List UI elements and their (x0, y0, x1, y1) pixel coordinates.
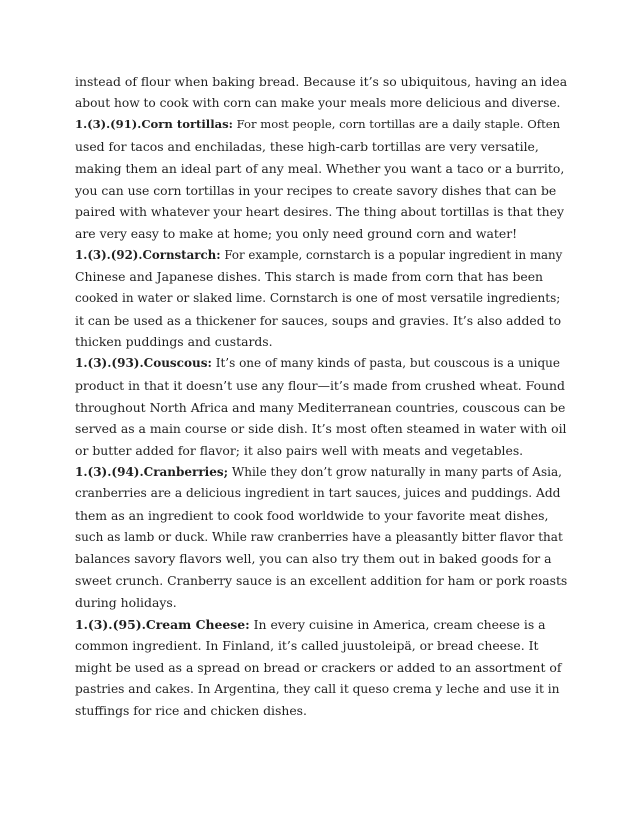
body-line: served as a main course or side dish. It’s most often steamed in water with oil (75, 421, 567, 437)
body-line: Chinese and Japanese dishes. This starch is made from corn that has been (75, 269, 544, 285)
entry-text: For most people, corn tortillas are a daily staple. Often (232, 117, 561, 132)
body-line: such as lamb or duck. While raw cranberries have a pleasantly bitter flavor that (75, 529, 563, 544)
entry-text: While they don’t grow naturally in many parts of Asia, (228, 464, 562, 479)
entry-corn-tortillas-first-line (75, 114, 567, 136)
entry-heading: 1.(3).(94).Cranberries; (75, 464, 229, 479)
body-line: might be used as a spread on bread or crackers or added to an assortment of (75, 659, 562, 675)
body-line: or butter added for flavor; it also pairs well with meats and vegetables. (75, 442, 524, 458)
entry-heading: 1.(3).(92).Cornstarch: (75, 247, 221, 262)
entry-heading: 1.(3).(91).Corn tortillas: (75, 117, 233, 132)
entry-cranberries-first-line (75, 462, 567, 484)
body-line: used for tacos and enchiladas, these high-carb tortillas are very versatile, (75, 139, 539, 155)
body-line: you can use corn tortillas in your recipes to create savory dishes that can be (75, 182, 557, 198)
body-line: during holidays. (75, 594, 177, 610)
body-line: paired with whatever your heart desires. The thing about tortillas is that they (75, 204, 564, 220)
intro-line-2: about how to cook with corn can make your meals more delicious and diverse. (75, 95, 561, 110)
body-line: pastries and cakes. In Argentina, they call it queso crema y leche and use it in (75, 681, 560, 696)
body-line: common ingredient. In Finland, it’s called juustoleipä, or bread cheese. It (75, 638, 539, 654)
body-line: cooked in water or slaked lime. Cornstarch is one of most versatile ingredients; (75, 291, 561, 306)
intro-line-1: instead of flour when baking bread. Because it’s so ubiquitous, having an idea (75, 74, 568, 89)
body-line: making them an ideal part of any meal. Whether you want a taco or a burrito, (75, 160, 565, 176)
entry-heading: 1.(3).(93).Couscous: (75, 356, 212, 371)
body-line: sweet crunch. Cranberry sauce is an excellent addition for ham or pork roasts (75, 573, 568, 589)
entry-heading: 1.(3).(95).Cream Cheese: (75, 616, 250, 632)
entry-cornstarch-first-line (75, 245, 567, 267)
entry-couscous-first-line (75, 353, 567, 375)
body-line: are very easy to make at home; you only need ground corn and water! (75, 225, 518, 241)
body-line: balances savory flavors well, you can also try them out in baked goods for a (75, 551, 552, 567)
body-line: thicken puddings and custards. (75, 334, 273, 350)
entry-text: For example, cornstarch is a popular ingredient in many (220, 247, 563, 262)
document-page (75, 71, 567, 722)
body-line: cranberries are a delicious ingredient in tart sauces, juices and puddings. Add (75, 486, 561, 501)
entry-text: In every cuisine in America, cream cheese is a (249, 616, 546, 632)
body-line: product in that it doesn’t use any flour—it’s made from crushed wheat. Found (75, 377, 565, 393)
body-line: throughout North Africa and many Mediterranean countries, couscous can be (75, 399, 566, 415)
entry-text: It’s one of many kinds of pasta, but couscous is a unique (211, 356, 560, 371)
entry-cream-cheese-first-line (75, 614, 567, 636)
body-line: them as an ingredient to cook food worldwide to your favorite meat dishes, (75, 508, 549, 524)
body-line: stuffings for rice and chicken dishes. (75, 703, 307, 719)
body-line: it can be used as a thickener for sauces, soups and gravies. It’s also added to (75, 312, 562, 328)
